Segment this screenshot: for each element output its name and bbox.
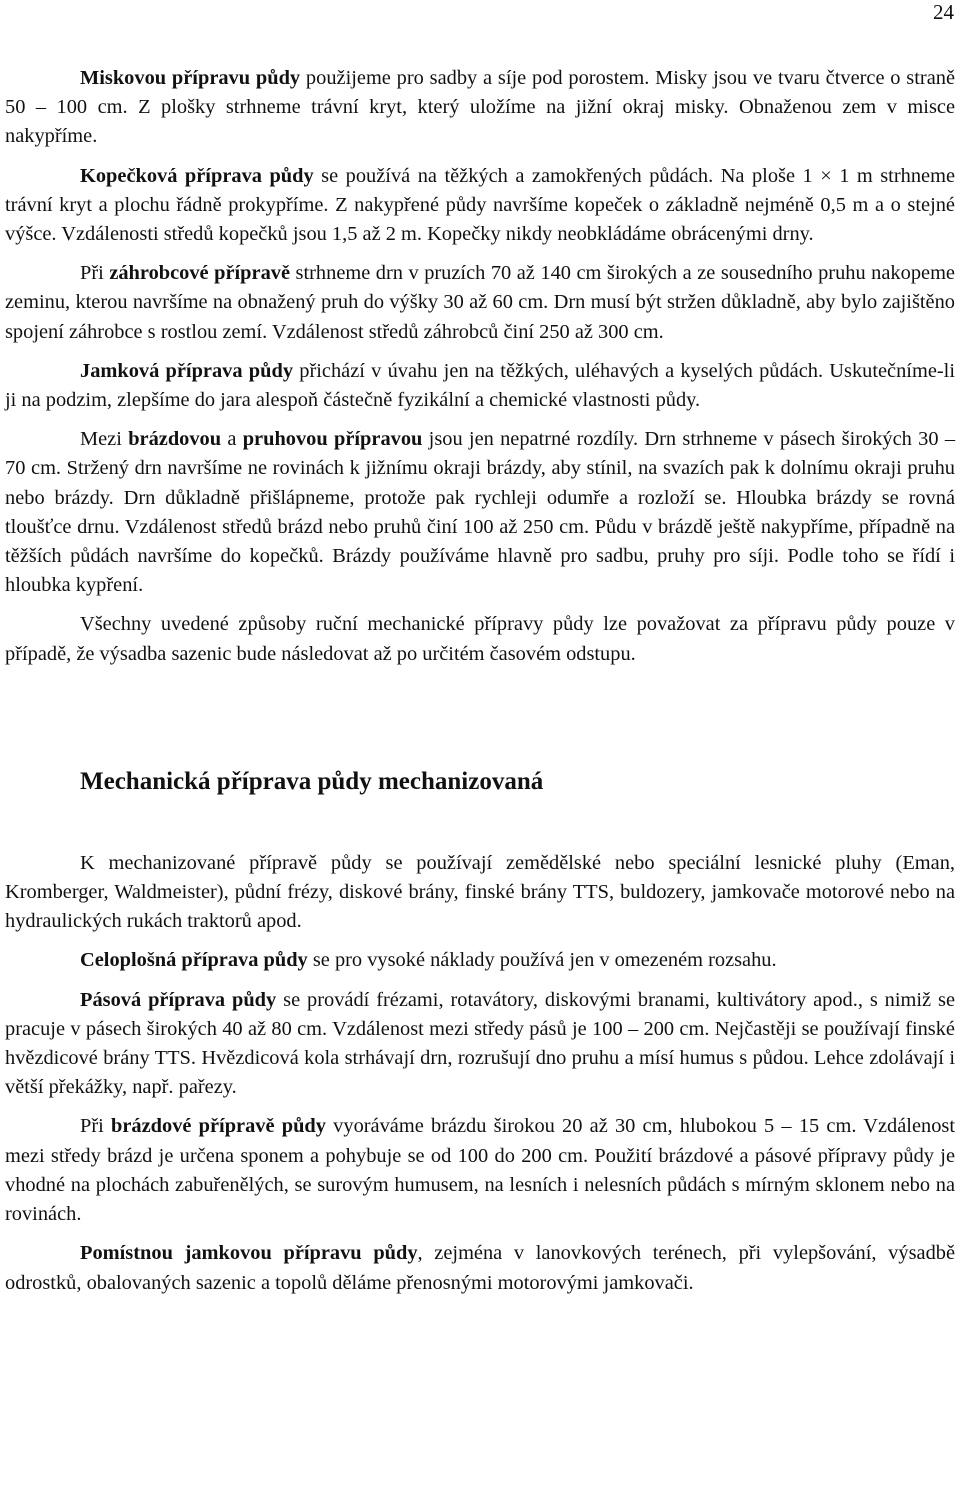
paragraph-text: se provádí frézami, rotavátory, diskovými branami, kultivátory apod., s nimiž se pracuje v pásech širokých 40 až 80 cm. Vzdálenost mezi středy pásů je 100 – 200 cm. Nejčastěji se používají finské hvězdicové brány TTS. Hvězdicová kola strhávají drn, rozrušují dno pruhu a mísí humus s půdou. Lehce zdolávají i větší překážky, např. pařezy. [5,988,955,1099]
page-content [5,64,955,1308]
paragraph-text: K mechanizované přípravě půdy se používají zemědělské nebo speciální lesnické pluhy (Eman, Kromberger, Waldmeister), půdní frézy, diskové brány, finské brány TTS, buldozery, jamkovače motorové nebo na hydraulických rukách traktorů apod. [5,851,955,933]
bold-term: Celoplošná příprava půdy [80,949,308,972]
paragraph-text: se používá na těžkých a zamokřených půdách. Na ploše 1 × 1 m strhneme trávní kryt a plochu řádně prokypříme. Z nakypřené půdy navršíme kopeček o základně nejméně 0,5 m a o stejné výšce. Vzdálenosti středů kopečků jsou 1,5 až 2 m. Kopečky nikdy neobkládáme obrácenými drny. [5,164,955,246]
paragraph-text: a [221,428,243,451]
bold-term: záhrobcové přípravě [109,262,291,285]
paragraph-text: strhneme drn v pruzích 70 až 140 cm širokých a ze sousedního pruhu nakopeme zeminu, kterou navršíme na obnažený pruh do výšky 30 až 60 cm. Drn musí být stržen důkladně, aby bylo zajištěno spojení záhrobce s rostlou zemí. Vzdálenost středů záhrobců činí 250 až 300 cm. [5,262,955,343]
bold-term: pruhovou přípravou [242,428,423,451]
spacer [5,679,955,767]
bold-term: Kopečková příprava půdy [80,164,314,187]
text-section-mechanized [5,849,955,1298]
paragraph-kopeckova [5,162,955,250]
paragraph-pomistna [5,1239,955,1297]
text-section-manual [5,64,955,669]
paragraph-brazdova-pruhova [5,425,955,600]
bold-term: brázdové přípravě půdy [111,1115,326,1138]
paragraph-text: použijeme pro sadby a síje pod porostem. Misky jsou ve tvaru čtverce o straně 50 – 100 cm. Z plošky strhneme trávní kryt, který uložíme na jižní okraj misky. Obnaženou zem v misce nakypříme. [5,67,955,148]
paragraph-miskova [5,64,955,152]
bold-term: brázdovou [128,428,222,451]
paragraph-vsechny [5,610,955,668]
paragraph-text: se pro vysoké náklady používá jen v omezeném rozsahu. [307,949,777,972]
bold-term: Pásová příprava půdy [80,988,277,1011]
bold-term: Jamková příprava půdy [80,359,294,382]
page-number: 24 [933,0,954,24]
paragraph-brazdove [5,1112,955,1229]
paragraph-text: Všechny uvedené způsoby ruční mechanické přípravy půdy lze považovat za přípravu půdy pouze v případě, že výsadba sazenic bude následovat až po určitém časovém odstupu. [5,613,955,665]
paragraph-jamkova [5,357,955,415]
spacer [5,797,955,849]
bold-term: Pomístnou jamkovou přípravu půdy [80,1242,418,1265]
paragraph-text: Při [80,1115,112,1138]
section-heading: Mechanická příprava půdy mechanizovaná [80,767,544,795]
paragraph-k-mechanizovane [5,849,955,937]
paragraph-text: vyoráváme brázdu širokou 20 až 30 cm, hlubokou 5 – 15 cm. Vzdálenost mezi středy brázd je určena sponem a pohybuje se od 100 do 200 cm. Použití brázdové a pásové přípravy půdy je vhodné na plochách zabuřenělých, se surovým humusem, na lesních i nelesních půdách s mírným sklonem nebo na rovinách. [5,1115,956,1226]
paragraph-text: Při [80,262,110,285]
paragraph-zahrobcova [5,259,955,347]
paragraph-text: jsou jen nepatrné rozdíly. Drn strhneme v pásech širokých 30 – 70 cm. Stržený drn navršíme ne rovinách k jižnímu okraji brázdy, aby stínil, na svazích pak k dolnímu okraji pruhu nebo brázdy. Drn důkladně přišlápneme, protože pak rychleji odumře a rozloží se. Hloubka brázdy se rovná tloušťce drnu. Vzdálenost středů brázd nebo pruhů činí 100 až 250 cm. Půdu v brázdě ještě nakypříme, případně na těžších půdách navršíme do kopečků. Brázdy používáme hlavně pro sadbu, pruhy pro síji. Podle toho se řídí i hloubka kypření. [5,428,956,597]
paragraph-text: , zejména v lanovkových terénech, při vylepšování, výsadbě odrostků, obalovaných sazenic a topolů děláme přenosnými motorovými jamkovači. [5,1242,956,1294]
bold-term: Miskovou přípravu půdy [80,67,301,89]
paragraph-celoplosna [5,946,955,975]
paragraph-pasova [5,986,955,1103]
paragraph-text: Mezi [80,428,129,451]
paragraph-text: přichází v úvahu jen na těžkých, uléhavých a kyselých půdách. Uskutečníme-li ji na podzim, zlepšíme do jara alespoň částečně fyzikální a chemické vlastnosti půdy. [5,359,955,412]
